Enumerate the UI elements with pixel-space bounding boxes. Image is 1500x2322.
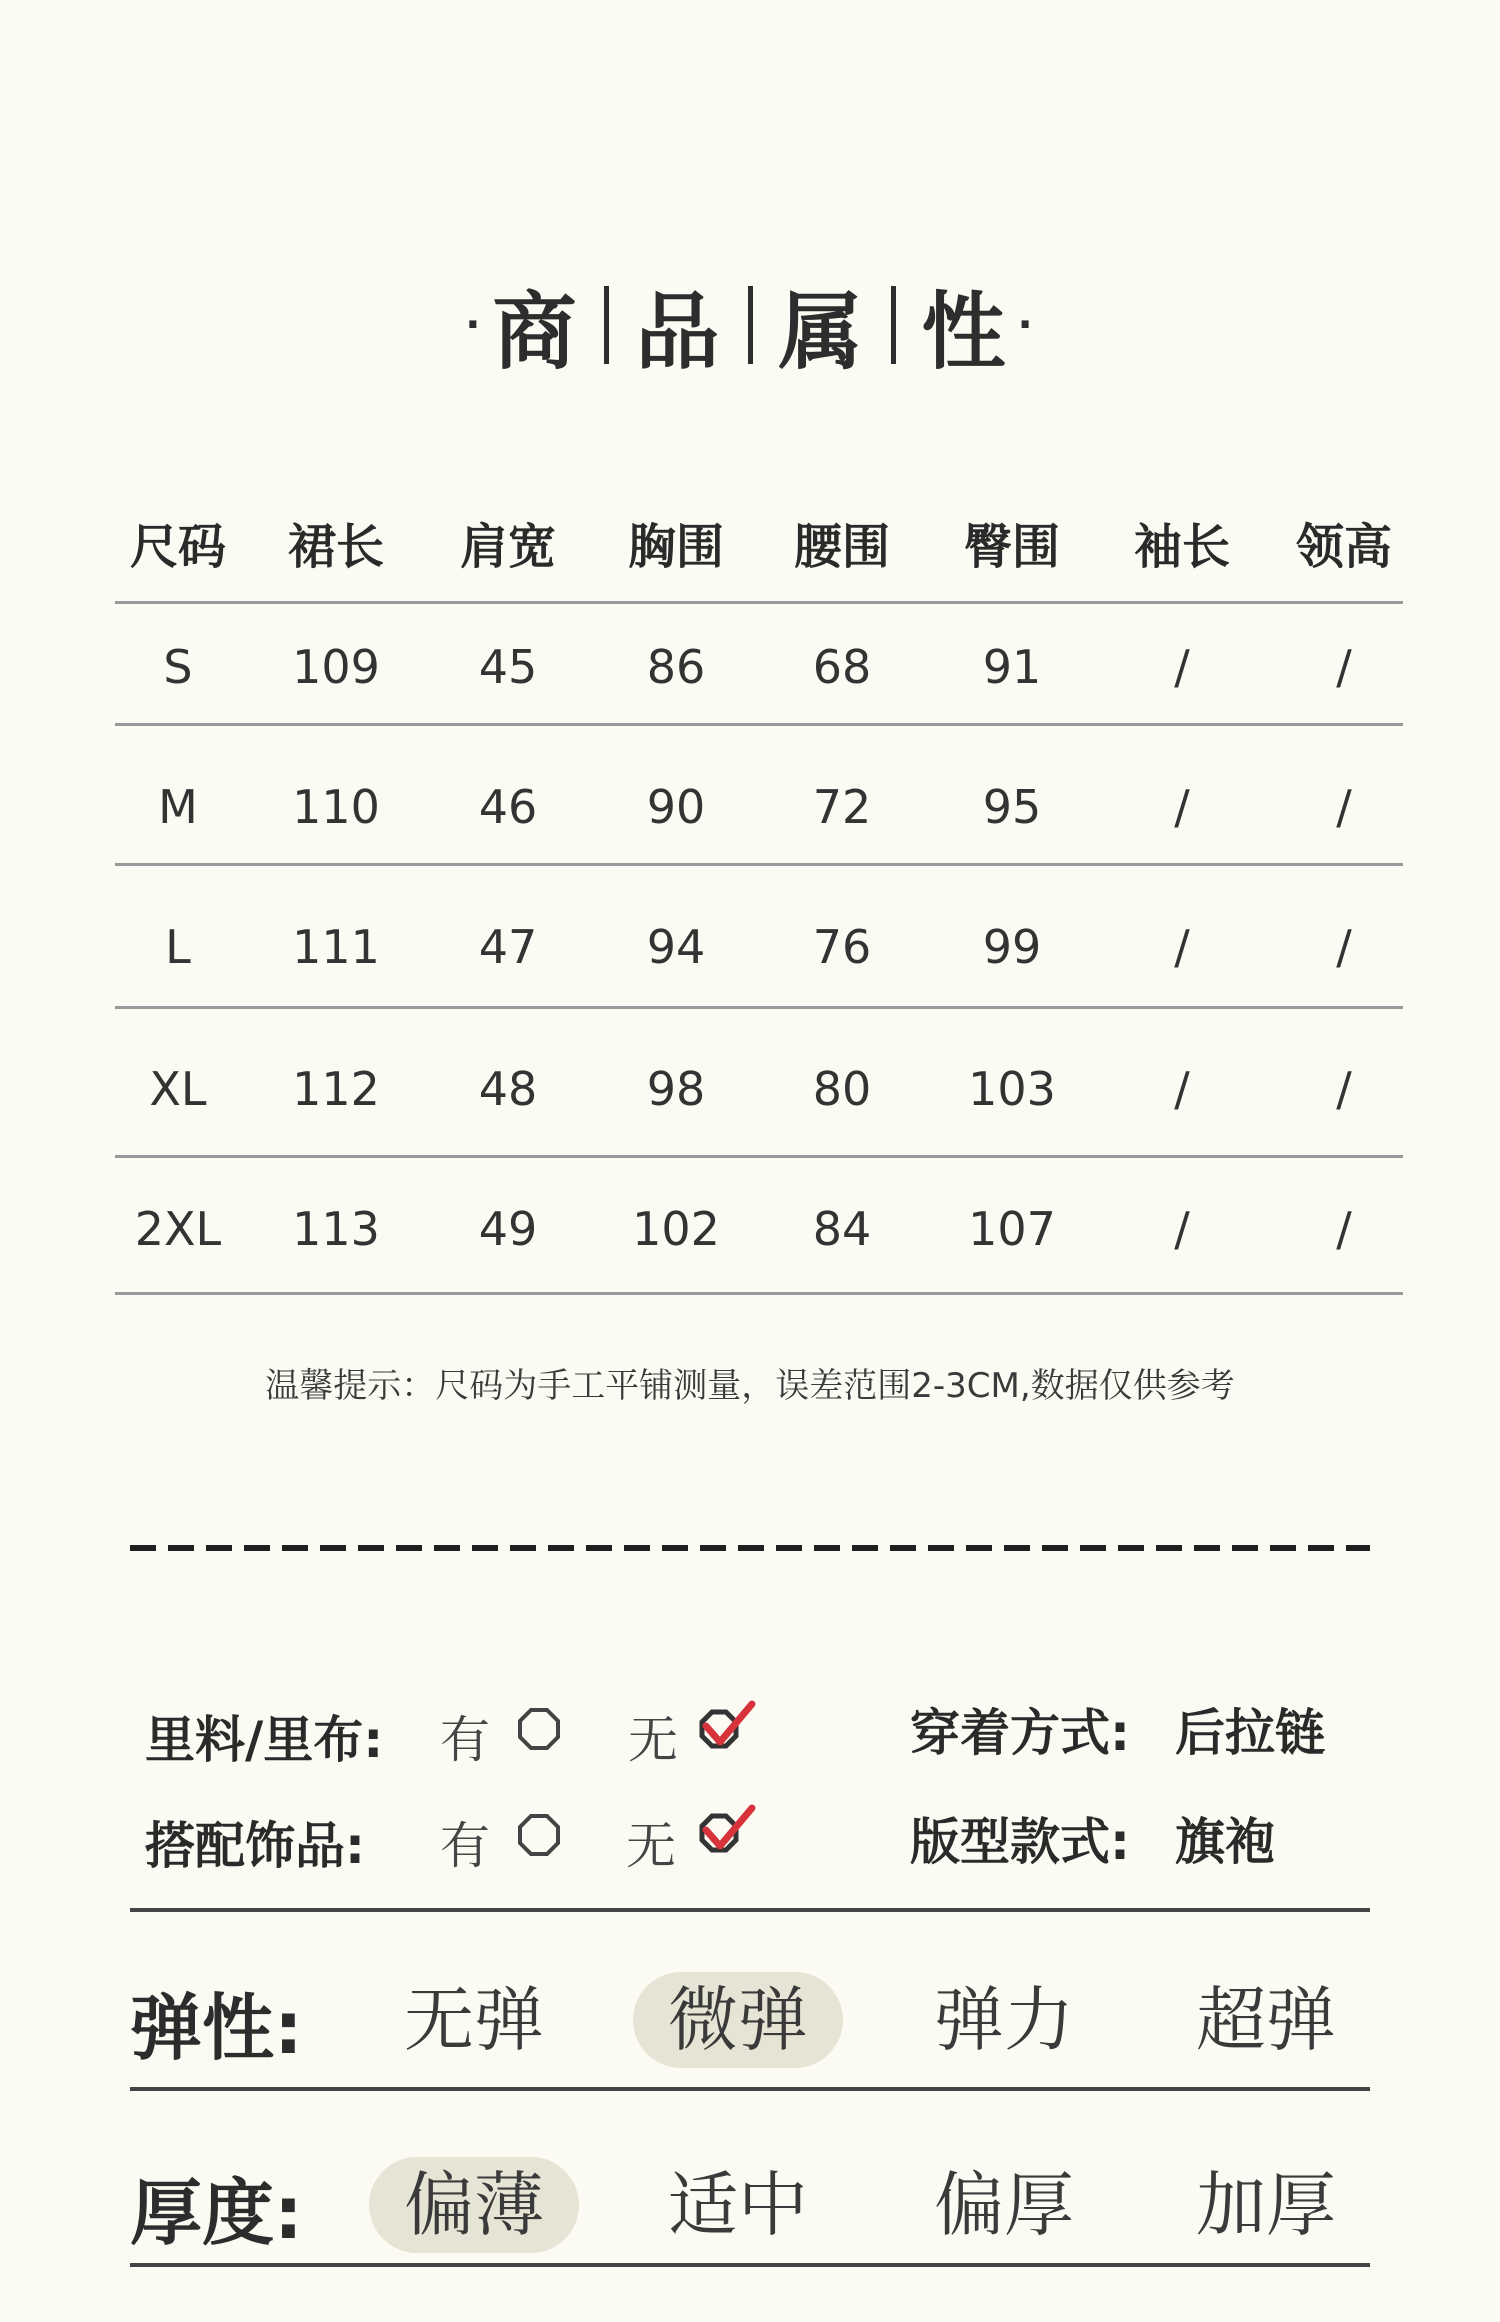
table-cell: L <box>165 920 191 974</box>
table-header-cell: 臀围 <box>963 519 1060 575</box>
table-cell: 112 <box>292 1062 380 1116</box>
table-cell: 72 <box>812 780 872 834</box>
table-cell: 45 <box>478 640 538 694</box>
table-cell: / <box>1336 780 1352 834</box>
wear-method-label: 穿着方式: <box>910 1704 1130 1762</box>
elasticity-label: 弹性: <box>130 1986 303 2070</box>
title-char: 商 <box>492 282 579 381</box>
table-cell: 48 <box>478 1062 538 1116</box>
table-cell: / <box>1336 640 1352 694</box>
table-header-cell: 领高 <box>1295 519 1392 575</box>
table-row-divider <box>115 601 1403 604</box>
table-cell: 102 <box>632 1202 720 1256</box>
divider-line <box>130 2087 1370 2091</box>
table-cell: 98 <box>646 1062 706 1116</box>
elasticity-option-selected: 微弹 <box>633 1972 843 2068</box>
elasticity-option: 弹力 <box>934 1979 1074 2061</box>
table-cell: 2XL <box>134 1202 222 1256</box>
table-header-cell: 胸围 <box>627 519 724 575</box>
table-cell: 109 <box>292 640 380 694</box>
table-cell: S <box>163 640 193 694</box>
table-cell: 113 <box>292 1202 380 1256</box>
title-divider <box>891 286 896 364</box>
measurement-note: 温馨提示：尺码为手工平铺测量，误差范围2-3CM,数据仅供参考 <box>265 1366 1235 1406</box>
table-cell: 76 <box>812 920 872 974</box>
elasticity-option: 超弹 <box>1196 1979 1336 2061</box>
page-title <box>0 270 1500 380</box>
table-row-divider <box>115 863 1403 866</box>
title-char: 性 <box>921 282 1008 381</box>
title-char: 属 <box>778 282 865 381</box>
lining-label: 里料/里布: <box>145 1711 384 1769</box>
table-header-cell: 腰围 <box>793 519 890 575</box>
table-cell: 95 <box>982 780 1042 834</box>
lining-option-no: 无 <box>628 1711 678 1769</box>
style-value: 旗袍 <box>1175 1813 1275 1871</box>
thickness-option: 适中 <box>668 2164 808 2246</box>
empty-option-icon <box>515 1705 563 1753</box>
thickness-option: 加厚 <box>1196 2164 1336 2246</box>
empty-option-icon <box>515 1811 563 1859</box>
table-cell: 99 <box>982 920 1042 974</box>
dashed-divider <box>130 1545 1370 1551</box>
table-header-cell: 袖长 <box>1133 519 1230 575</box>
thickness-option: 偏厚 <box>934 2164 1074 2246</box>
table-cell: / <box>1174 1062 1190 1116</box>
table-cell: 46 <box>478 780 538 834</box>
table-cell: / <box>1336 1202 1352 1256</box>
divider-line <box>130 2263 1370 2267</box>
table-cell: 91 <box>982 640 1042 694</box>
table-cell: / <box>1174 640 1190 694</box>
table-cell: 80 <box>812 1062 872 1116</box>
accessories-option-no: 无 <box>626 1817 676 1875</box>
table-header-cell: 肩宽 <box>459 519 556 575</box>
table-row-divider <box>115 1292 1403 1295</box>
table-cell: M <box>158 780 198 834</box>
checked-option-icon <box>692 1698 758 1758</box>
table-cell: 107 <box>968 1202 1056 1256</box>
checked-option-icon <box>692 1802 758 1862</box>
accessories-label: 搭配饰品: <box>145 1817 365 1875</box>
table-cell: 111 <box>292 920 380 974</box>
table-cell: 68 <box>812 640 872 694</box>
table-cell: XL <box>149 1062 207 1116</box>
table-row-divider <box>115 723 1403 726</box>
lining-option-yes: 有 <box>440 1711 490 1769</box>
thickness-label: 厚度: <box>130 2171 303 2255</box>
table-header-cell: 裙长 <box>287 519 384 575</box>
title-char: 品 <box>635 282 722 381</box>
table-cell: 110 <box>292 780 380 834</box>
table-cell: / <box>1336 920 1352 974</box>
title-dot-right: · <box>1017 302 1035 348</box>
table-row-divider <box>115 1006 1403 1009</box>
table-cell: 94 <box>646 920 706 974</box>
table-cell: 49 <box>478 1202 538 1256</box>
table-cell: 86 <box>646 640 706 694</box>
table-cell: / <box>1336 1062 1352 1116</box>
table-cell: 47 <box>478 920 538 974</box>
title-divider <box>604 286 609 364</box>
table-row-divider <box>115 1155 1403 1158</box>
title-dot-left: · <box>465 302 483 348</box>
table-cell: / <box>1174 920 1190 974</box>
elasticity-option: 无弹 <box>404 1979 544 2061</box>
table-cell: 84 <box>812 1202 872 1256</box>
title-divider <box>748 286 753 364</box>
divider-line <box>130 1908 1370 1912</box>
table-cell: 103 <box>968 1062 1056 1116</box>
table-cell: 90 <box>646 780 706 834</box>
thickness-option-selected: 偏薄 <box>369 2157 579 2253</box>
table-header-cell: 尺码 <box>129 519 226 575</box>
accessories-option-yes: 有 <box>440 1817 490 1875</box>
table-cell: / <box>1174 1202 1190 1256</box>
table-cell: / <box>1174 780 1190 834</box>
wear-method-value: 后拉链 <box>1175 1704 1325 1762</box>
style-label: 版型款式: <box>910 1813 1130 1871</box>
